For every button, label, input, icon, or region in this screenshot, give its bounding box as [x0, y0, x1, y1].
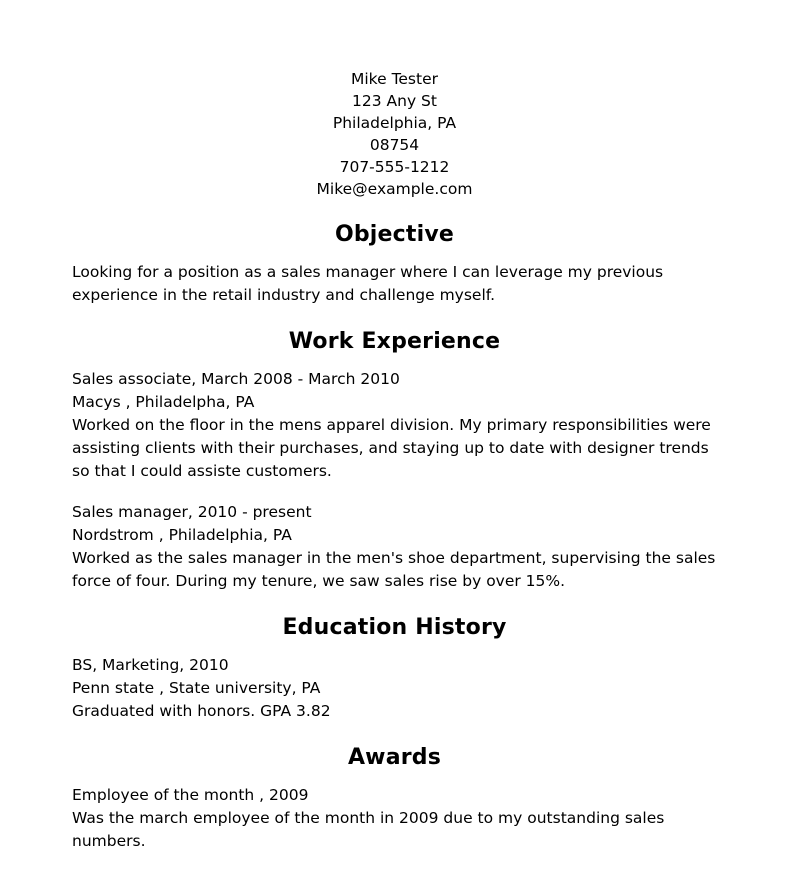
education-description: Graduated with honors. GPA 3.82 — [72, 702, 331, 720]
section-title-awards: Awards — [347, 745, 442, 770]
work-company-location: Nordstrom , Philadelphia, PA — [72, 526, 292, 544]
section-education-history — [72, 615, 717, 723]
section-title-work-experience: Work Experience — [288, 329, 501, 354]
zip-code: 08754 — [369, 136, 420, 154]
street-address: 123 Any St — [352, 92, 437, 110]
education-degree: BS, Marketing, 2010 — [72, 656, 229, 674]
work-description: Worked on the floor in the mens apparel division. My primary responsibilities were assisting clients with their purchases, and staying up to date with designer trends so that I could assiste customers. — [72, 416, 711, 480]
objective-paragraph: Looking for a position as a sales manager where I can leverage my previous experience in the retail industry and challenge myself. — [72, 263, 664, 304]
section-work-experience — [72, 329, 717, 593]
award-description: Was the march employee of the month in 2009 due to my outstanding sales numbers. — [72, 809, 665, 850]
award-entry — [72, 784, 717, 853]
section-awards — [72, 745, 717, 853]
section-title-objective: Objective — [334, 222, 455, 247]
work-role-dates: Sales manager, 2010 - present — [72, 503, 312, 521]
work-entry — [72, 368, 717, 483]
education-school-location: Penn state , State university, PA — [72, 679, 321, 697]
city-state: Philadelphia, PA — [332, 114, 457, 132]
section-title-education-history: Education History — [282, 615, 507, 640]
work-company-location: Macys , Philadelpha, PA — [72, 393, 255, 411]
email-address: Mike@example.com — [316, 180, 473, 198]
work-entry — [72, 501, 717, 593]
education-entry — [72, 654, 717, 723]
award-title-year: Employee of the month , 2009 — [72, 786, 309, 804]
contact-header — [72, 68, 717, 200]
phone-number: 707-555-1212 — [339, 158, 450, 176]
work-description: Worked as the sales manager in the men's shoe department, supervising the sales force of four. During my tenure, we saw sales rise by over 15%. — [72, 549, 716, 590]
work-role-dates: Sales associate, March 2008 - March 2010 — [72, 370, 400, 388]
section-objective — [72, 222, 717, 307]
candidate-name: Mike Tester — [351, 70, 438, 88]
